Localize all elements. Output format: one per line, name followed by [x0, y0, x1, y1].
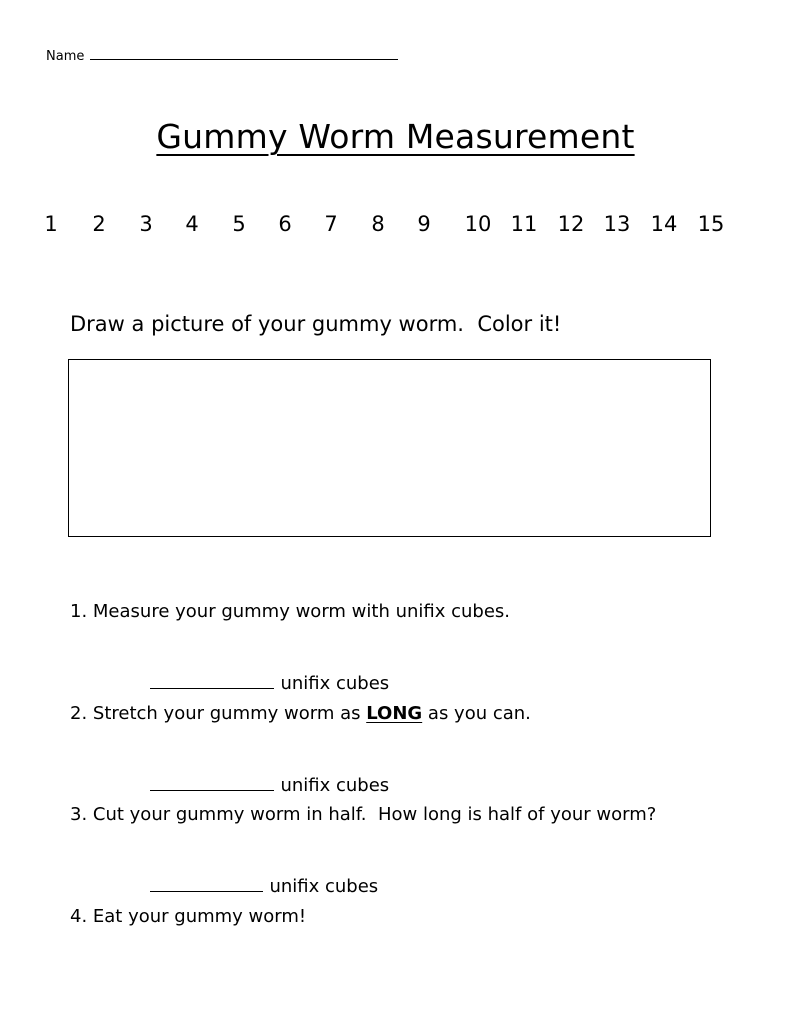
answer-2 — [139, 754, 389, 796]
answer-3 — [139, 855, 378, 897]
question-3: 3. Cut your gummy worm in half. How long is half of your worm? — [70, 804, 657, 825]
question-2 — [70, 703, 531, 724]
ruler-number: 9 — [417, 212, 431, 236]
ruler-number: 12 — [557, 212, 585, 236]
worksheet-title: Gummy Worm Measurement — [156, 117, 635, 156]
ruler-number: 7 — [324, 212, 338, 236]
answer-1-blank[interactable] — [150, 674, 274, 689]
question-4: 4. Eat your gummy worm! — [70, 906, 307, 927]
drawing-prompt: Draw a picture of your gummy worm. Color it! — [70, 312, 562, 336]
question-1: 1. Measure your gummy worm with unifix cubes. — [70, 601, 511, 622]
ruler-number: 8 — [371, 212, 385, 236]
answer-1 — [139, 652, 389, 694]
ruler-number: 1 — [44, 212, 58, 236]
name-label: Name — [46, 49, 85, 64]
question-2-emphasis: LONG — [366, 703, 423, 724]
ruler-number: 13 — [603, 212, 631, 236]
answer-3-blank[interactable] — [150, 877, 263, 892]
answer-3-unit: unifix cubes — [269, 876, 379, 897]
ruler-number: 15 — [697, 212, 725, 236]
ruler-number: 14 — [650, 212, 678, 236]
drawing-box[interactable] — [68, 359, 711, 537]
answer-2-unit: unifix cubes — [280, 775, 390, 796]
ruler-number: 3 — [139, 212, 153, 236]
question-2-text-before: 2. Stretch your gummy worm as — [70, 703, 367, 724]
ruler-number: 10 — [464, 212, 492, 236]
ruler-number: 4 — [185, 212, 199, 236]
ruler-number: 5 — [232, 212, 246, 236]
number-ruler — [0, 212, 791, 242]
answer-1-unit: unifix cubes — [280, 673, 390, 694]
name-field[interactable] — [46, 47, 398, 64]
ruler-number: 2 — [92, 212, 106, 236]
question-2-text-after: as you can. — [422, 703, 531, 724]
answer-2-blank[interactable] — [150, 776, 274, 791]
ruler-number: 6 — [278, 212, 292, 236]
ruler-number: 11 — [510, 212, 538, 236]
name-blank-line[interactable] — [90, 47, 398, 60]
